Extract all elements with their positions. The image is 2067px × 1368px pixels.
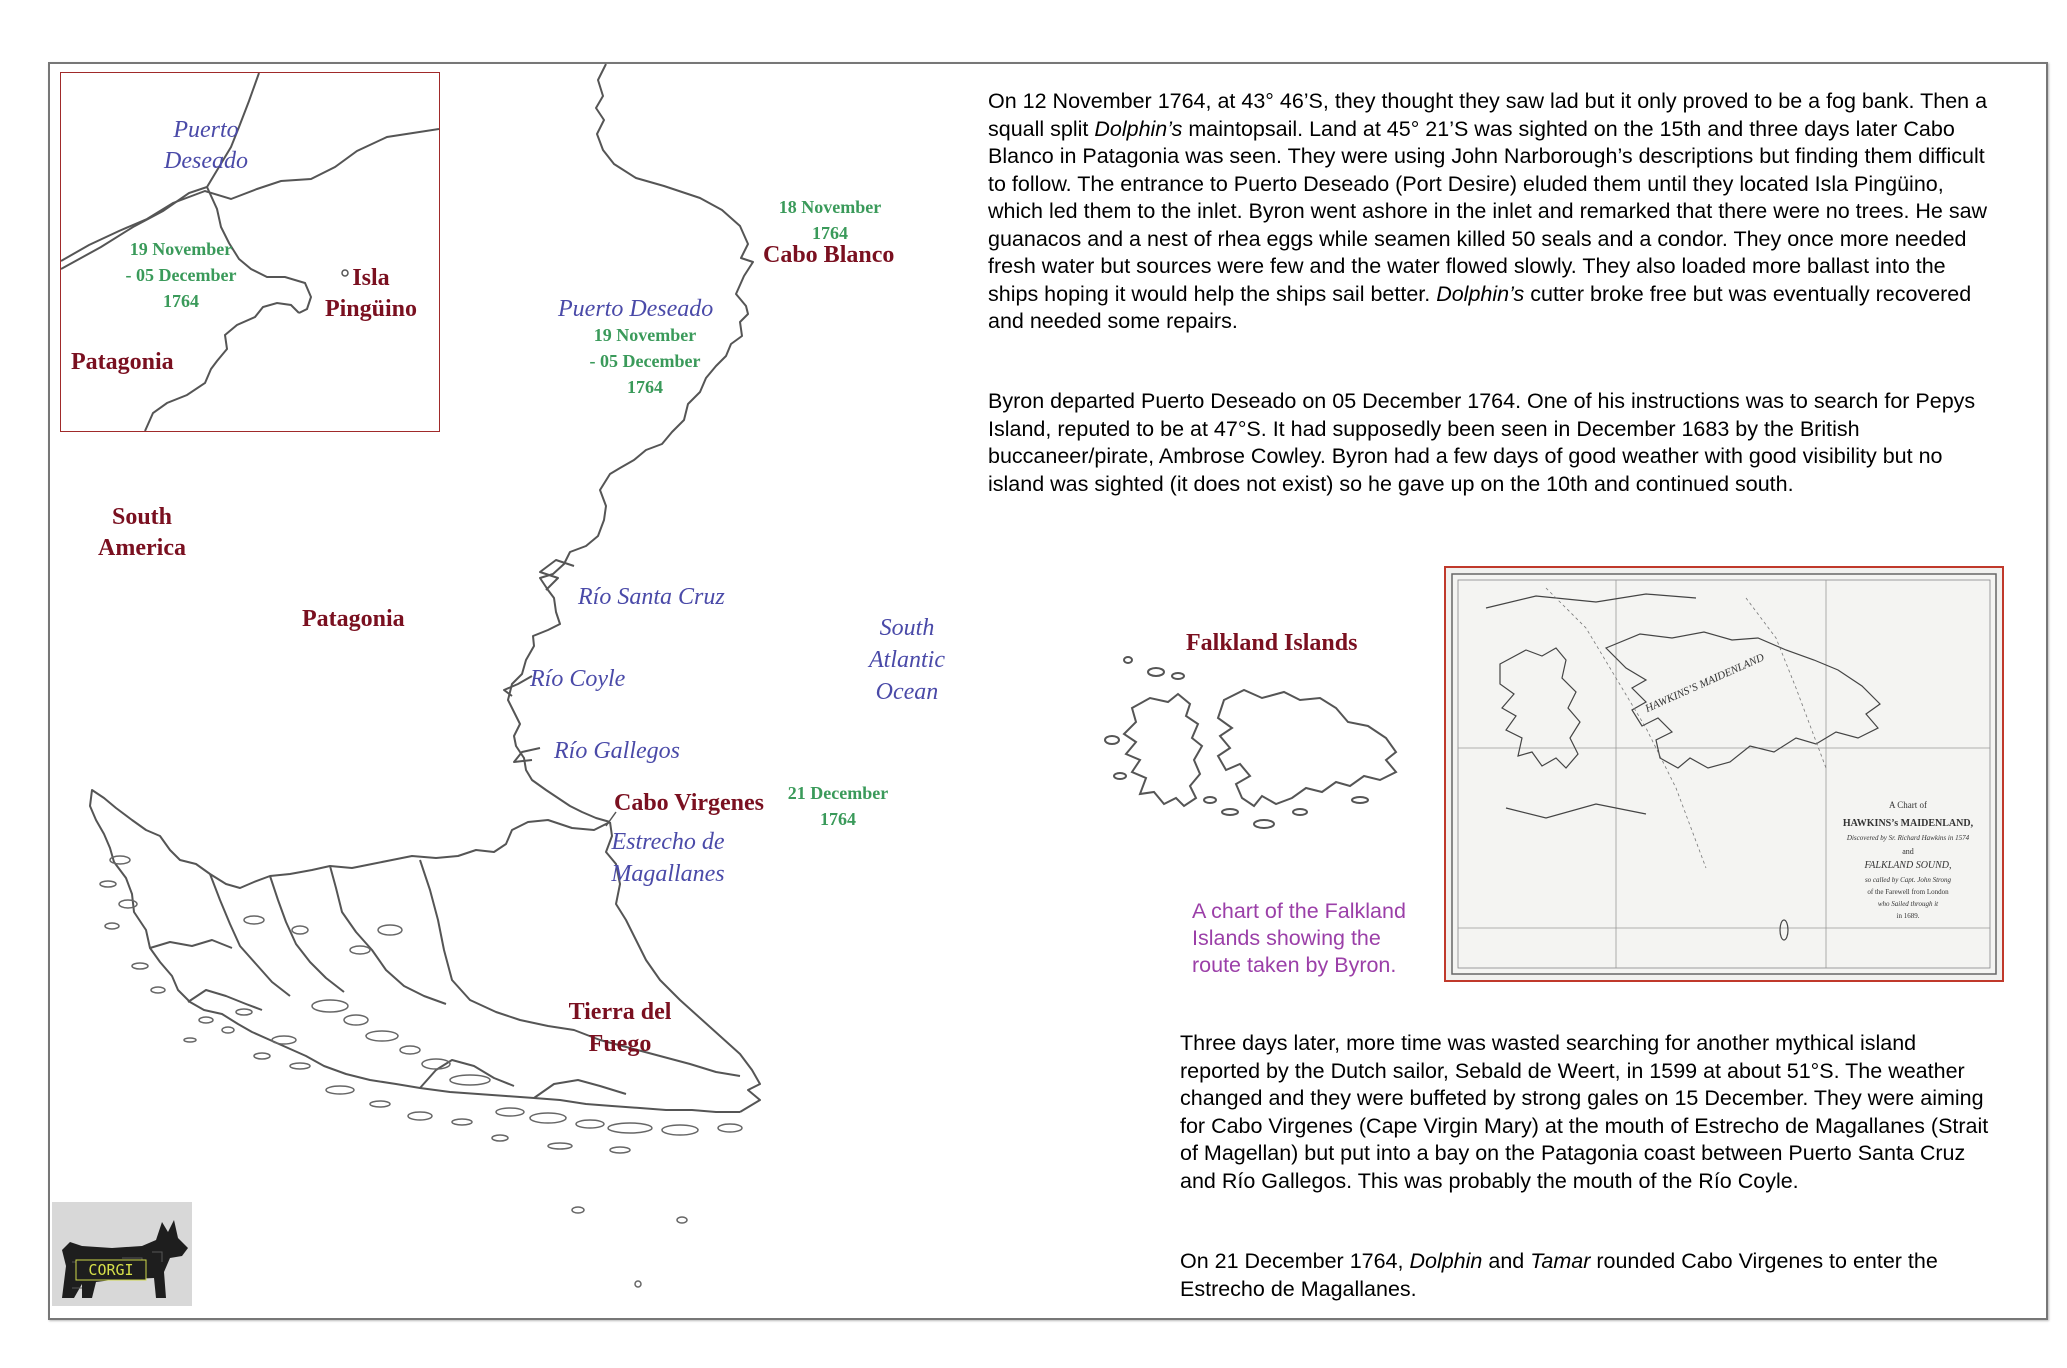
chart-caption: A chart of the Falkland Islands showing the route taken by Byron. [1192, 899, 1406, 977]
rio-coyle-label: Río Coyle [530, 666, 626, 692]
maidenland-label: HAWKINS’S MAIDENLAND [1643, 651, 1767, 715]
patagonia-label: Patagonia [302, 606, 405, 632]
svg-text:HAWKINS’s MAIDENLAND,: HAWKINS’s MAIDENLAND, [1842, 818, 1974, 829]
rio-santa-cruz-label: Río Santa Cruz [578, 584, 725, 610]
south-atlantic-label: South Atlantic Ocean [869, 615, 945, 705]
paragraph-4: On 21 December 1764, Dolphin and Tamar rounded Cabo Virgenes to enter the Estrecho de Magallanes. [1180, 1249, 1938, 1301]
cabo-blanco-label: Cabo Blanco [763, 242, 895, 268]
paragraph-2: Byron departed Puerto Deseado on 05 December 1764. One of his instructions was to search for Pepys Island, reputed to be at 47°S. It had supposedly been seen in December 1683 by the British buccaneer/pirate, Ambrose Cowley. Byron had a few days of good weather with good visibility but no island was sighted (it does not exist) so he gave up on the 10th and continued south. [988, 389, 1976, 496]
historic-chart-drawing [1446, 568, 2002, 980]
cabo-virgenes-label: Cabo Virgenes [614, 790, 764, 816]
puerto-deseado-date: 19 November - 05 December 1764 [589, 325, 701, 398]
historic-falkland-chart [1444, 566, 2004, 982]
cabo-blanco-date: 18 November 1764 [778, 197, 882, 244]
corgi-logo [52, 1202, 192, 1306]
inset-puerto-deseado-label: Puerto Deseado [164, 117, 248, 175]
puerto-deseado-label: Puerto Deseado [558, 296, 714, 322]
svg-text:so called by Capt. John Strong: so called by Capt. John Strong [1864, 876, 1952, 884]
svg-text:A Chart of: A Chart of [1889, 800, 1927, 810]
paragraph-1: On 12 November 1764, at 43° 46’S, they thought they saw lad but it only proved to be a fog bank. Then a squall split Dolphin’s maintopsail. Land at 45° 21’S was sighted on the 15th and three days later Cabo Blanco in Patagonia was seen. They were using John Narborough’s descriptions but finding them difficult to follow. The entrance to Puerto Deseado (Port Desire) eluded them until they located Isla Pingüino, which led them to the inlet. Byron went ashore in the inlet and remarked that there were no trees. He saw guanacos and a nest of rhea eggs while seamen killed 50 seals and a condor. They once more needed fresh water but sources were few and the water flowed slowly. They also loaded more ballast into the ships hoping it would help the ships sail better. Dolphin’s cutter broke free but was eventually recovered and needed some repairs. [988, 89, 1988, 333]
rio-gallegos-label: Río Gallegos [554, 738, 680, 764]
inset-patagonia-label: Patagonia [71, 349, 174, 375]
paragraph-3: Three days later, more time was wasted searching for another mythical island reported by the Dutch sailor, Sebald de Weert, in 1599 at about 51°S. The weather changed and they were buffeted by strong gales on 15 December. They were aiming for Cabo Virgenes (Cape Virgin Mary) at the mouth of Estrecho de Magallanes (Strait of Magellan) but put into a bay on the Patagonia coast between Puerto Santa Cruz and Río Gallegos. This was probably the mouth of the Río Coyle. [1180, 1031, 1989, 1193]
logo-text: CORGI [88, 1261, 134, 1279]
patagonia-coastline [508, 64, 753, 822]
svg-text:of the Farewell from London: of the Farewell from London [1867, 888, 1949, 896]
corgi-icon [52, 1202, 192, 1306]
inset-isla-pinguino-label: Isla Pingüino [324, 265, 418, 323]
estrecho-label: Estrecho de Magallanes [611, 829, 725, 887]
south-america-label: South America [98, 504, 186, 562]
cabo-virgenes-date: 21 December 1764 [787, 783, 889, 830]
svg-text:FALKLAND SOUND,: FALKLAND SOUND, [1864, 860, 1952, 871]
svg-text:who Sailed through it: who Sailed through it [1877, 900, 1939, 908]
falkland-islands-label: Falkland Islands [1186, 630, 1358, 656]
inset-date-label: 19 November - 05 December 1764 [125, 239, 237, 312]
svg-text:and: and [1902, 847, 1914, 856]
inset-map [60, 72, 440, 432]
tierra-del-fuego-label: Tierra del Fuego [568, 999, 672, 1057]
east-falkland [1218, 690, 1396, 806]
svg-text:in 1689.: in 1689. [1896, 912, 1920, 920]
svg-text:Discovered by Sr. Richard Hawk: Discovered by Sr. Richard Hawkins in 1574 [1846, 834, 1970, 842]
west-falkland [1124, 694, 1202, 806]
